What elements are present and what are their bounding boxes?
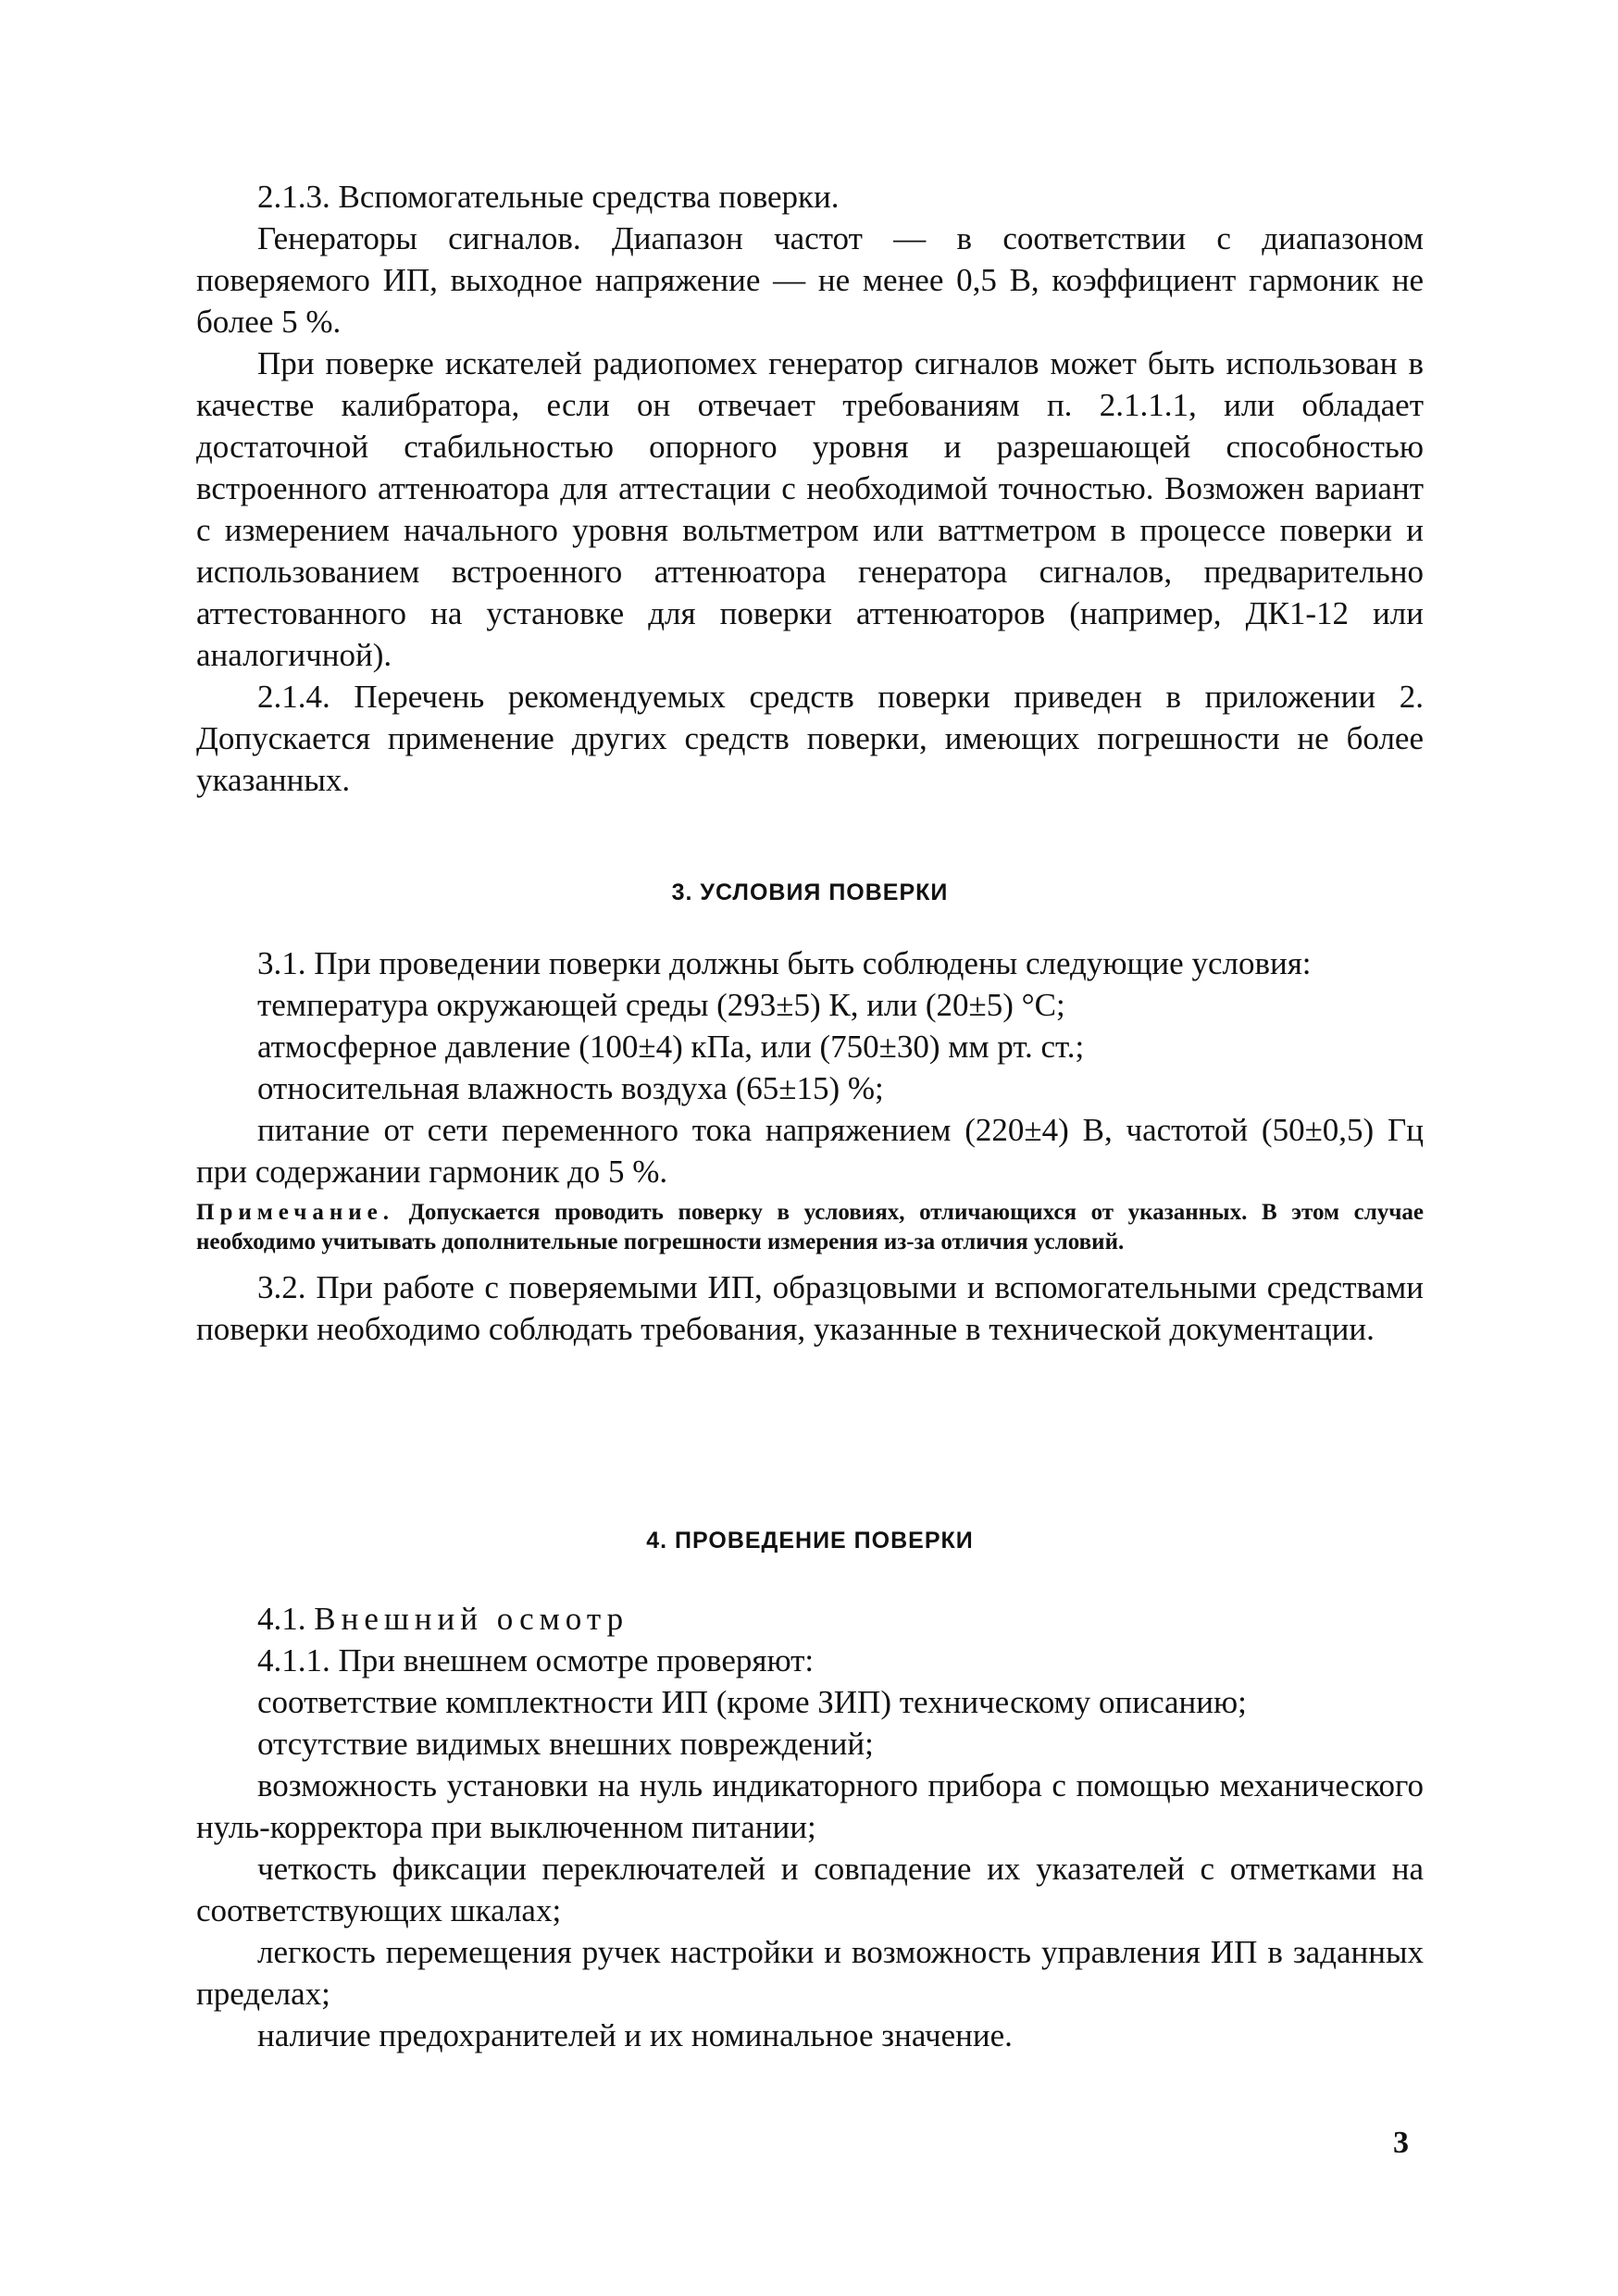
check-item-knobs: легкость перемещения ручек настройки и возможность управления ИП в заданных пределах; <box>196 1934 1424 2012</box>
paragraph-4-1-1: 4.1.1. При внешнем осмотре проверяют: <box>257 1642 815 1678</box>
condition-pressure: атмосферное давление (100±4) кПа, или (750±30) мм рт. ст.; <box>257 1029 1085 1065</box>
page-number: 3 <box>1393 2126 1409 2160</box>
section-heading-3: 3. УСЛОВИЯ ПОВЕРКИ <box>671 880 949 905</box>
paragraph-generators: Генераторы сигналов. Диапазон частот — в соответствии с диапазоном поверяемого ИП, выходное напряжение — не менее 0,5 В, коэффициент гармоник не более 5 %. <box>196 220 1424 340</box>
check-item-damage: отсутствие видимых внешних повреждений; <box>257 1726 874 1762</box>
paragraph-3-2: 3.2. При работе с поверяемыми ИП, образцовыми и вспомогательными средствами поверки необходимо соблюдать требования, указанные в технической документации. <box>196 1269 1424 1347</box>
condition-temperature: температура окружающей среды (293±5) К, или (20±5) °С; <box>257 987 1065 1023</box>
note-label: Примечание. <box>196 1200 395 1225</box>
section-2-1-3 <box>196 176 1424 801</box>
paragraph-2-1-3: 2.1.3. Вспомогательные средства поверки. <box>257 179 840 215</box>
subsection-4-1 <box>196 1598 1424 1640</box>
check-item-zero-setting: возможность установки на нуль индикаторного прибора с помощью механического нуль-корректора при выключенном питании; <box>196 1767 1424 1845</box>
section-heading-4: 4. ПРОВЕДЕНИЕ ПОВЕРКИ <box>646 1528 974 1554</box>
subsection-4-1-number: 4.1. <box>257 1601 315 1637</box>
check-item-completeness: соответствие комплектности ИП (кроме ЗИП) техническому описанию; <box>257 1684 1247 1720</box>
section-3 <box>196 942 1424 1350</box>
section-4 <box>196 1598 1424 2056</box>
condition-power: питание от сети переменного тока напряжением (220±4) В, частотой (50±0,5) Гц при содержании гармоник до 5 %. <box>196 1112 1424 1190</box>
paragraph-3-1: 3.1. При проведении поверки должны быть соблюдены следующие условия: <box>257 945 1312 981</box>
note-text: Допускается проводить поверку в условиях, отличающихся от указанных. В этом случае необходимо учитывать дополнительные погрешности измерения из-за отличия условий. <box>196 1200 1424 1254</box>
subsection-4-1-title: Внешний осмотр <box>314 1601 629 1637</box>
check-item-switches: четкость фиксации переключателей и совпадение их указателей с отметками на соответствующих шкалах; <box>196 1851 1424 1928</box>
paragraph-search-receivers: При поверке искателей радиопомех генератор сигналов может быть использован в качестве калибратора, если он отвечает требованиям п. 2.1.1.1, или обладает достаточной стабильностью опорного уровня и разрешающей способностью встроенного аттенюатора для аттестации с необходимой точностью. Возможен вариант с измерением начального уровня вольтметром или ваттметром в процессе поверки и использованием встроенного аттенюатора генератора сигналов, предварительно аттестованного на установке для поверки аттенюаторов (например, ДК1-12 или аналогичной). <box>196 345 1424 673</box>
note <box>196 1198 1424 1257</box>
condition-humidity: относительная влажность воздуха (65±15) %; <box>257 1070 884 1106</box>
paragraph-2-1-4: 2.1.4. Перечень рекомендуемых средств поверки приведен в приложении 2. Допускается применение других средств поверки, имеющих погрешности не более указанных. <box>196 679 1424 798</box>
check-item-fuses: наличие предохранителей и их номинальное значение. <box>257 2017 1013 2053</box>
